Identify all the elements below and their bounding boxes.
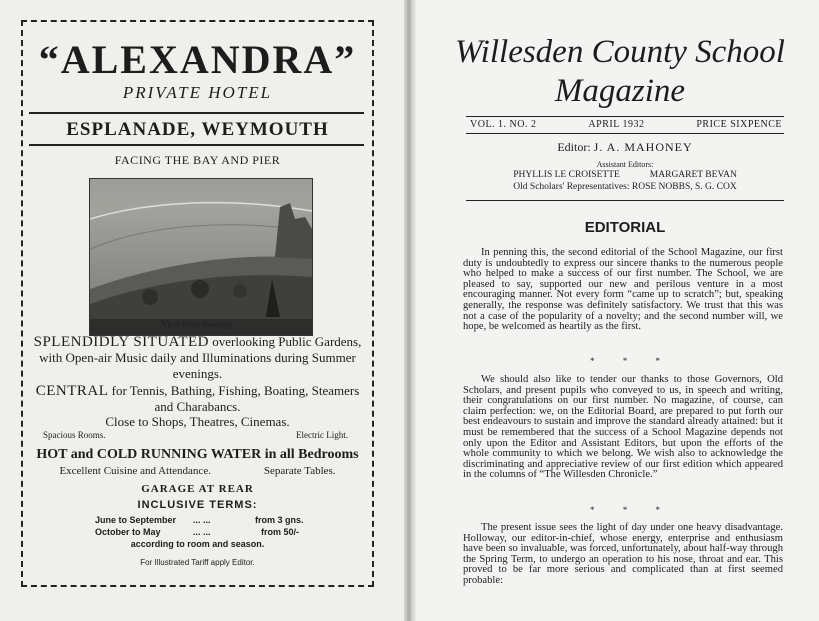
cuisine-text: Excellent Cuisine and Attendance. bbox=[59, 465, 211, 477]
issue-price: PRICE SIXPENCE bbox=[696, 119, 782, 130]
central-text: for Tennis, Bathing, Fishing, Boating, Steamers and Charabancs. bbox=[108, 383, 360, 414]
section-separator: * * * bbox=[590, 356, 660, 366]
assistant-editors bbox=[466, 170, 784, 180]
running-water: HOT and COLD RUNNING WATER in all Bedrooms bbox=[36, 447, 359, 462]
issue-date: APRIL 1932 bbox=[588, 119, 645, 130]
section-separator: * * * bbox=[590, 505, 660, 515]
book-spine bbox=[404, 0, 416, 621]
divider bbox=[466, 200, 784, 201]
facing-line: FACING THE BAY AND PIER bbox=[114, 153, 281, 167]
according-text: according to room and season. bbox=[130, 539, 265, 549]
assistant-editor: PHYLLIS LE CROISETTE bbox=[513, 170, 620, 180]
issue-info-row bbox=[470, 119, 782, 130]
editorial-paragraph: The present issue sees the light of day under one heavy disadvantage. Holloway, our editor-in-chief, whose energy, enterprise and enthusiasm have been so invaluable, was forced, unfortunately, about half-way through the Spring Term, to undergo an operation to his nose, throat and ear. This proved to be far more serious and complicated than at first seemed probable: bbox=[463, 522, 783, 586]
advert-border bbox=[21, 20, 374, 587]
assistant-editor: MARGARET BEVAN bbox=[649, 170, 737, 180]
assistant-label: Assistant Editors: bbox=[596, 160, 654, 169]
magazine-title-line1: Willesden County School bbox=[455, 34, 785, 70]
term-dots: ... ... bbox=[193, 527, 211, 537]
hotel-location: ESPLANADE, WEYMOUTH bbox=[66, 119, 329, 140]
spacious-rooms: Spacious Rooms. bbox=[43, 430, 106, 440]
magazine-title-line2: Magazine bbox=[554, 73, 686, 109]
tables-text: Separate Tables. bbox=[263, 465, 336, 477]
close-to-shops: Close to Shops, Theatres, Cinemas. bbox=[105, 414, 290, 429]
old-scholars-label: Old Scholars' Representatives: bbox=[513, 182, 630, 192]
term-period: June to September bbox=[95, 515, 177, 525]
old-scholars-names: ROSE NOBBS, S. G. COX bbox=[631, 182, 737, 192]
garage-text: GARAGE AT REAR bbox=[141, 483, 254, 495]
terms-heading: INCLUSIVE TERMS: bbox=[137, 499, 258, 511]
editor-name: J. A. MAHONEY bbox=[593, 140, 693, 154]
divider bbox=[466, 133, 784, 134]
divider bbox=[29, 144, 364, 146]
situated-text: overlooking Public Gardens, with Open-air Music daily and Illuminations during Summer evenings. bbox=[39, 334, 362, 381]
central-paragraph bbox=[33, 383, 362, 415]
editorial-paragraph: We should also like to tender our thanks to those Governors, Old Scholars, and present pupils who conveyed to us, in speech and writing, their congratulations on our first number. No magazine, of course, can claim perfection: we, on the Editorial Board, are prepared to put forth our best endeavours to sustain and improve the standard already attained: but it must be remembered that the success of a School Magazine depends not only upon the Editor and Assistant Editors, but upon the efforts of the whole community to which we belong. We wish also to acknowledge the discriminating and appreciative review of our first edition which appeared in the columns of “The Willesden Chronicle.” bbox=[463, 374, 783, 481]
photo-caption: View from Balcony. bbox=[161, 319, 234, 329]
editorial-paragraph: In penning this, the second editorial of the School Magazine, our first duty is undoubtedly to express our sincere thanks to the numerous people who helped to make a success of our first number. The School, we are pleased to say, supported our new and perilous venture in a most encouraging manner. Not every form “came up to scratch”; but, speaking generally, the response was definitely satisfactory. We trust that this was not a case of the popularity of a novelty; and the second number will, we hope, be welcomed as heartily as the first. bbox=[463, 247, 783, 333]
volume-number: VOL. 1. NO. 2 bbox=[470, 119, 537, 130]
cuisine-row bbox=[33, 465, 362, 477]
central-lead: CENTRAL bbox=[35, 383, 109, 399]
situated-lead: SPLENDIDLY SITUATED bbox=[33, 334, 209, 350]
tariff-text: For Illustrated Tariff apply Editor. bbox=[140, 558, 255, 567]
term-price: from 50/- bbox=[261, 527, 300, 537]
old-scholars-line bbox=[466, 182, 784, 192]
term-period: October to May bbox=[95, 527, 161, 537]
term-price: from 3 gns. bbox=[255, 515, 304, 525]
bay-photograph bbox=[89, 178, 313, 336]
term-dots: ... ... bbox=[193, 515, 211, 525]
editor-line bbox=[466, 140, 784, 155]
hotel-subtitle: PRIVATE HOTEL bbox=[122, 83, 273, 102]
divider bbox=[29, 112, 364, 114]
editor-label: Editor: bbox=[557, 140, 591, 154]
editorial-heading: EDITORIAL bbox=[584, 219, 666, 236]
divider bbox=[466, 116, 784, 117]
electric-light: Electric Light. bbox=[296, 430, 348, 440]
hotel-name: “ALEXANDRA” bbox=[38, 37, 357, 82]
amenities-row bbox=[43, 430, 348, 440]
situated-paragraph bbox=[33, 334, 362, 382]
